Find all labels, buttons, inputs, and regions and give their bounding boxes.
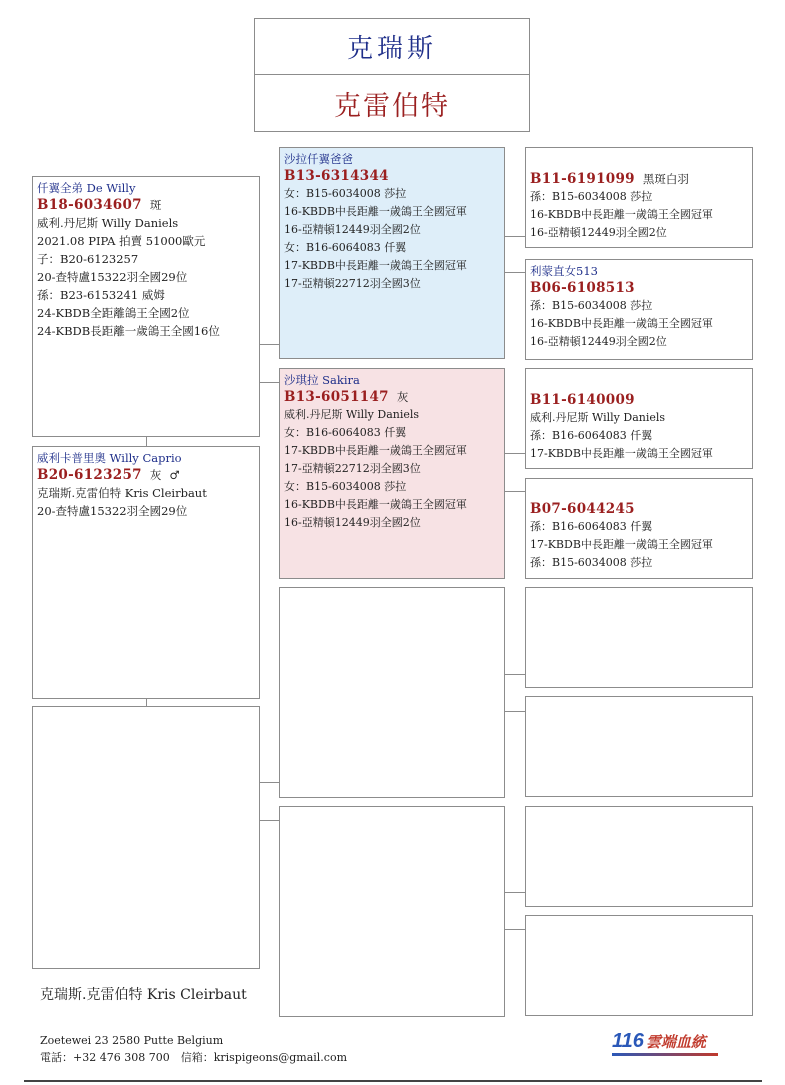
connector	[260, 820, 279, 821]
sds-ring: B11-6140009	[530, 392, 635, 408]
connector	[505, 674, 525, 675]
sd-ring: B13-6051147	[284, 389, 389, 405]
ss-line: 17-KBDB中長距離一歲鴿王全國冠軍	[284, 259, 467, 272]
ssd-line: 孫：B15-6034008 莎拉	[530, 299, 653, 312]
dam-sex: ♂	[169, 468, 180, 482]
sds-line: 威利.丹尼斯 Willy Daniels	[530, 411, 666, 424]
sire-line: 子：B20-6123257	[37, 252, 139, 266]
ss-line: 16-KBDB中長距離一歲鴿王全國冠軍	[284, 205, 467, 218]
dam-line: 克瑞斯.克雷伯特 Kris Cleirbaut	[37, 486, 207, 500]
logo-underline	[612, 1053, 718, 1056]
ss-name: 沙拉仟翼爸爸	[284, 152, 353, 166]
logo	[612, 1030, 706, 1053]
ss-line: 女：B15-6034008 莎拉	[284, 187, 407, 200]
empty-card-gen2	[279, 587, 505, 798]
empty-card-gen1	[32, 706, 260, 969]
ssd-line: 16-KBDB中長距離一歲鴿王全國冠軍	[530, 317, 713, 330]
sire-line: 20-查特盧15322羽全國29位	[37, 270, 188, 284]
sd-line: 女：B16-6064083 仟翼	[284, 426, 407, 439]
sire-name: 仟翼全弟 De Willy	[37, 181, 136, 195]
ssd-ring: B06-6108513	[530, 280, 635, 296]
sss-line: 16-亞精頓12449羽全國2位	[530, 226, 667, 239]
sire-color: 斑	[149, 198, 162, 212]
connector	[505, 491, 525, 492]
connector	[260, 382, 279, 383]
sd-line: 17-KBDB中長距離一歲鴿王全國冠軍	[284, 444, 467, 457]
contact-block	[40, 1032, 347, 1066]
ss-line: 女：B16-6064083 仟翼	[284, 241, 407, 254]
connector	[505, 711, 525, 712]
title-box	[254, 18, 530, 132]
title-top: 克瑞斯	[255, 19, 529, 75]
sd-line: 16-KBDB中長距離一歲鴿王全國冠軍	[284, 498, 467, 511]
sire-ring: B18-6034607	[37, 197, 142, 213]
title-bottom: 克雷伯特	[334, 90, 450, 122]
sd-line: 17-亞精頓22712羽全國3位	[284, 462, 421, 475]
ss-line: 17-亞精頓22712羽全國3位	[284, 277, 421, 290]
address: Zoetewei 23 2580 Putte Belgium	[40, 1034, 224, 1047]
sd-line: 16-亞精頓12449羽全國2位	[284, 516, 421, 529]
sire-line: 24-KBDB長距離一歲鴿王全國16位	[37, 324, 220, 338]
sdd-line: 孫：B15-6034008 莎拉	[530, 556, 653, 569]
sdd-line: 17-KBDB中長距離一歲鴿王全國冠軍	[530, 538, 713, 551]
connector	[505, 892, 525, 893]
sd-line: 威利.丹尼斯 Willy Daniels	[284, 408, 420, 421]
connector	[260, 782, 279, 783]
sire-line: 24-KBDB全距離鴿王全國2位	[37, 306, 190, 320]
sss-color: 黑斑白羽	[642, 172, 689, 186]
sire-line: 2021.08 PIPA 拍賣 51000歐元	[37, 234, 206, 248]
sire-sire-card	[279, 147, 505, 359]
empty-card-gen3	[525, 587, 753, 688]
connector	[505, 929, 525, 930]
sss-card	[525, 147, 753, 248]
sire-card	[32, 176, 260, 437]
connector	[146, 437, 147, 446]
sds-card	[525, 368, 753, 469]
ss-ring: B13-6314344	[284, 168, 389, 184]
owner-name: 克瑞斯.克雷伯特 Kris Cleirbaut	[40, 987, 247, 1003]
sdd-ring: B07-6044245	[530, 501, 635, 517]
sss-line: 孫：B15-6034008 莎拉	[530, 190, 653, 203]
sss-line: 16-KBDB中長距離一歲鴿王全國冠軍	[530, 208, 713, 221]
connector	[505, 272, 525, 273]
sire-line: 孫：B23-6153241 威姆	[37, 288, 165, 302]
sire-line: 威利.丹尼斯 Willy Daniels	[37, 216, 179, 230]
sd-line: 女：B15-6034008 莎拉	[284, 480, 407, 493]
sd-name: 沙琪拉 Sakira	[284, 373, 360, 387]
connector	[146, 699, 147, 706]
footer-rule	[24, 1080, 762, 1082]
ssd-name: 利蒙直女513	[530, 264, 598, 278]
sds-line: 17-KBDB中長距離一歲鴿王全國冠軍	[530, 447, 713, 460]
dam-line: 20-查特盧15322羽全國29位	[37, 504, 188, 518]
logo-text: 雲端血統	[645, 1034, 706, 1051]
dam-color: 灰	[149, 468, 162, 482]
ssd-line: 16-亞精頓12449羽全國2位	[530, 335, 667, 348]
sire-dam-card	[279, 368, 505, 579]
empty-card-gen3	[525, 696, 753, 797]
connector	[505, 453, 525, 454]
sdd-card	[525, 478, 753, 579]
dam-name: 威利卡普里奧 Willy Caprio	[37, 451, 182, 465]
empty-card-gen3	[525, 915, 753, 1016]
connector	[505, 236, 525, 237]
empty-card-gen3	[525, 806, 753, 907]
empty-card-gen2	[279, 806, 505, 1017]
dam-card	[32, 446, 260, 699]
connector	[260, 344, 279, 345]
contact: 電話：+32 476 308 700 信箱：krispigeons@gmail.com	[40, 1051, 348, 1064]
ss-line: 16-亞精頓12449羽全國2位	[284, 223, 421, 236]
sds-line: 孫：B16-6064083 仟翼	[530, 429, 653, 442]
dam-ring: B20-6123257	[37, 467, 142, 483]
logo-number: 116	[612, 1030, 644, 1052]
sd-color: 灰	[396, 390, 409, 404]
sdd-line: 孫：B16-6064083 仟翼	[530, 520, 653, 533]
ssd-card	[525, 259, 753, 360]
sss-ring: B11-6191099	[530, 171, 635, 187]
